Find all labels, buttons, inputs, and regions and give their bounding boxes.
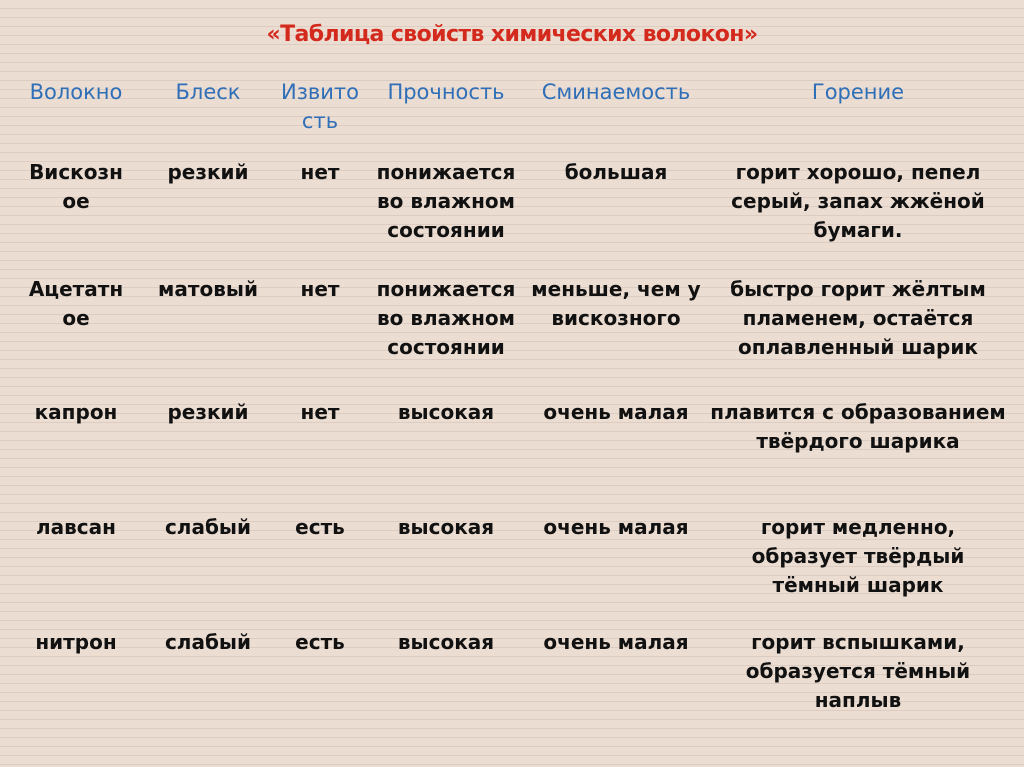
cell-luster: слабый bbox=[164, 515, 252, 539]
cell-burning: плавится с образованием твёрдого шарика bbox=[710, 400, 1006, 453]
cell-strength: понижается во влажном состоянии bbox=[376, 160, 516, 242]
cell-burning: быстро горит жёлтым пламенем, остаётся оплавленный шарик bbox=[730, 277, 986, 359]
table-row bbox=[0, 513, 1024, 623]
cell-strength: понижается во влажном состоянии bbox=[376, 277, 516, 359]
header-fiber: Волокно bbox=[29, 80, 123, 104]
cell-crimp: есть bbox=[295, 630, 345, 654]
cell-crimp: нет bbox=[300, 400, 340, 424]
cell-luster: резкий bbox=[167, 400, 249, 424]
cell-burning: горит вспышками, образуется тёмный наплыв bbox=[745, 630, 971, 712]
cell-fiber: нитрон bbox=[35, 630, 117, 654]
cell-burning: горит медленно, образует твёрдый тёмный шарик bbox=[751, 515, 965, 597]
cell-strength: высокая bbox=[397, 400, 495, 424]
cell-creasing: очень малая bbox=[543, 630, 689, 654]
table-row bbox=[0, 275, 1024, 385]
header-strength: Прочность bbox=[387, 80, 505, 104]
cell-strength: высокая bbox=[397, 630, 495, 654]
cell-fiber: капрон bbox=[34, 400, 118, 424]
cell-crimp: есть bbox=[295, 515, 345, 539]
cell-creasing: большая bbox=[564, 160, 668, 184]
cell-fiber: лавсан bbox=[36, 515, 116, 539]
cell-creasing: очень малая bbox=[543, 400, 689, 424]
table-row bbox=[0, 158, 1024, 268]
cell-crimp: нет bbox=[300, 160, 340, 184]
header-luster: Блеск bbox=[175, 80, 241, 104]
cell-luster: матовый bbox=[158, 277, 258, 301]
header-creasing: Сминаемость bbox=[541, 80, 691, 104]
header-crimp: Извитость bbox=[281, 80, 359, 133]
slide-title: «Таблица свойств химических волокон» bbox=[266, 22, 758, 47]
cell-burning: горит хорошо, пепел серый, запах жжёной бумаги. bbox=[731, 160, 985, 242]
cell-creasing: меньше, чем у вискозного bbox=[531, 277, 701, 330]
cell-fiber: Вискозное bbox=[29, 160, 123, 213]
table-row bbox=[0, 628, 1024, 738]
cell-luster: слабый bbox=[164, 630, 252, 654]
header-burning: Горение bbox=[811, 80, 905, 104]
cell-creasing: очень малая bbox=[543, 515, 689, 539]
cell-fiber: Ацетатное bbox=[28, 277, 124, 330]
cell-strength: высокая bbox=[397, 515, 495, 539]
table-row bbox=[0, 398, 1024, 508]
cell-luster: резкий bbox=[167, 160, 249, 184]
cell-crimp: нет bbox=[300, 277, 340, 301]
